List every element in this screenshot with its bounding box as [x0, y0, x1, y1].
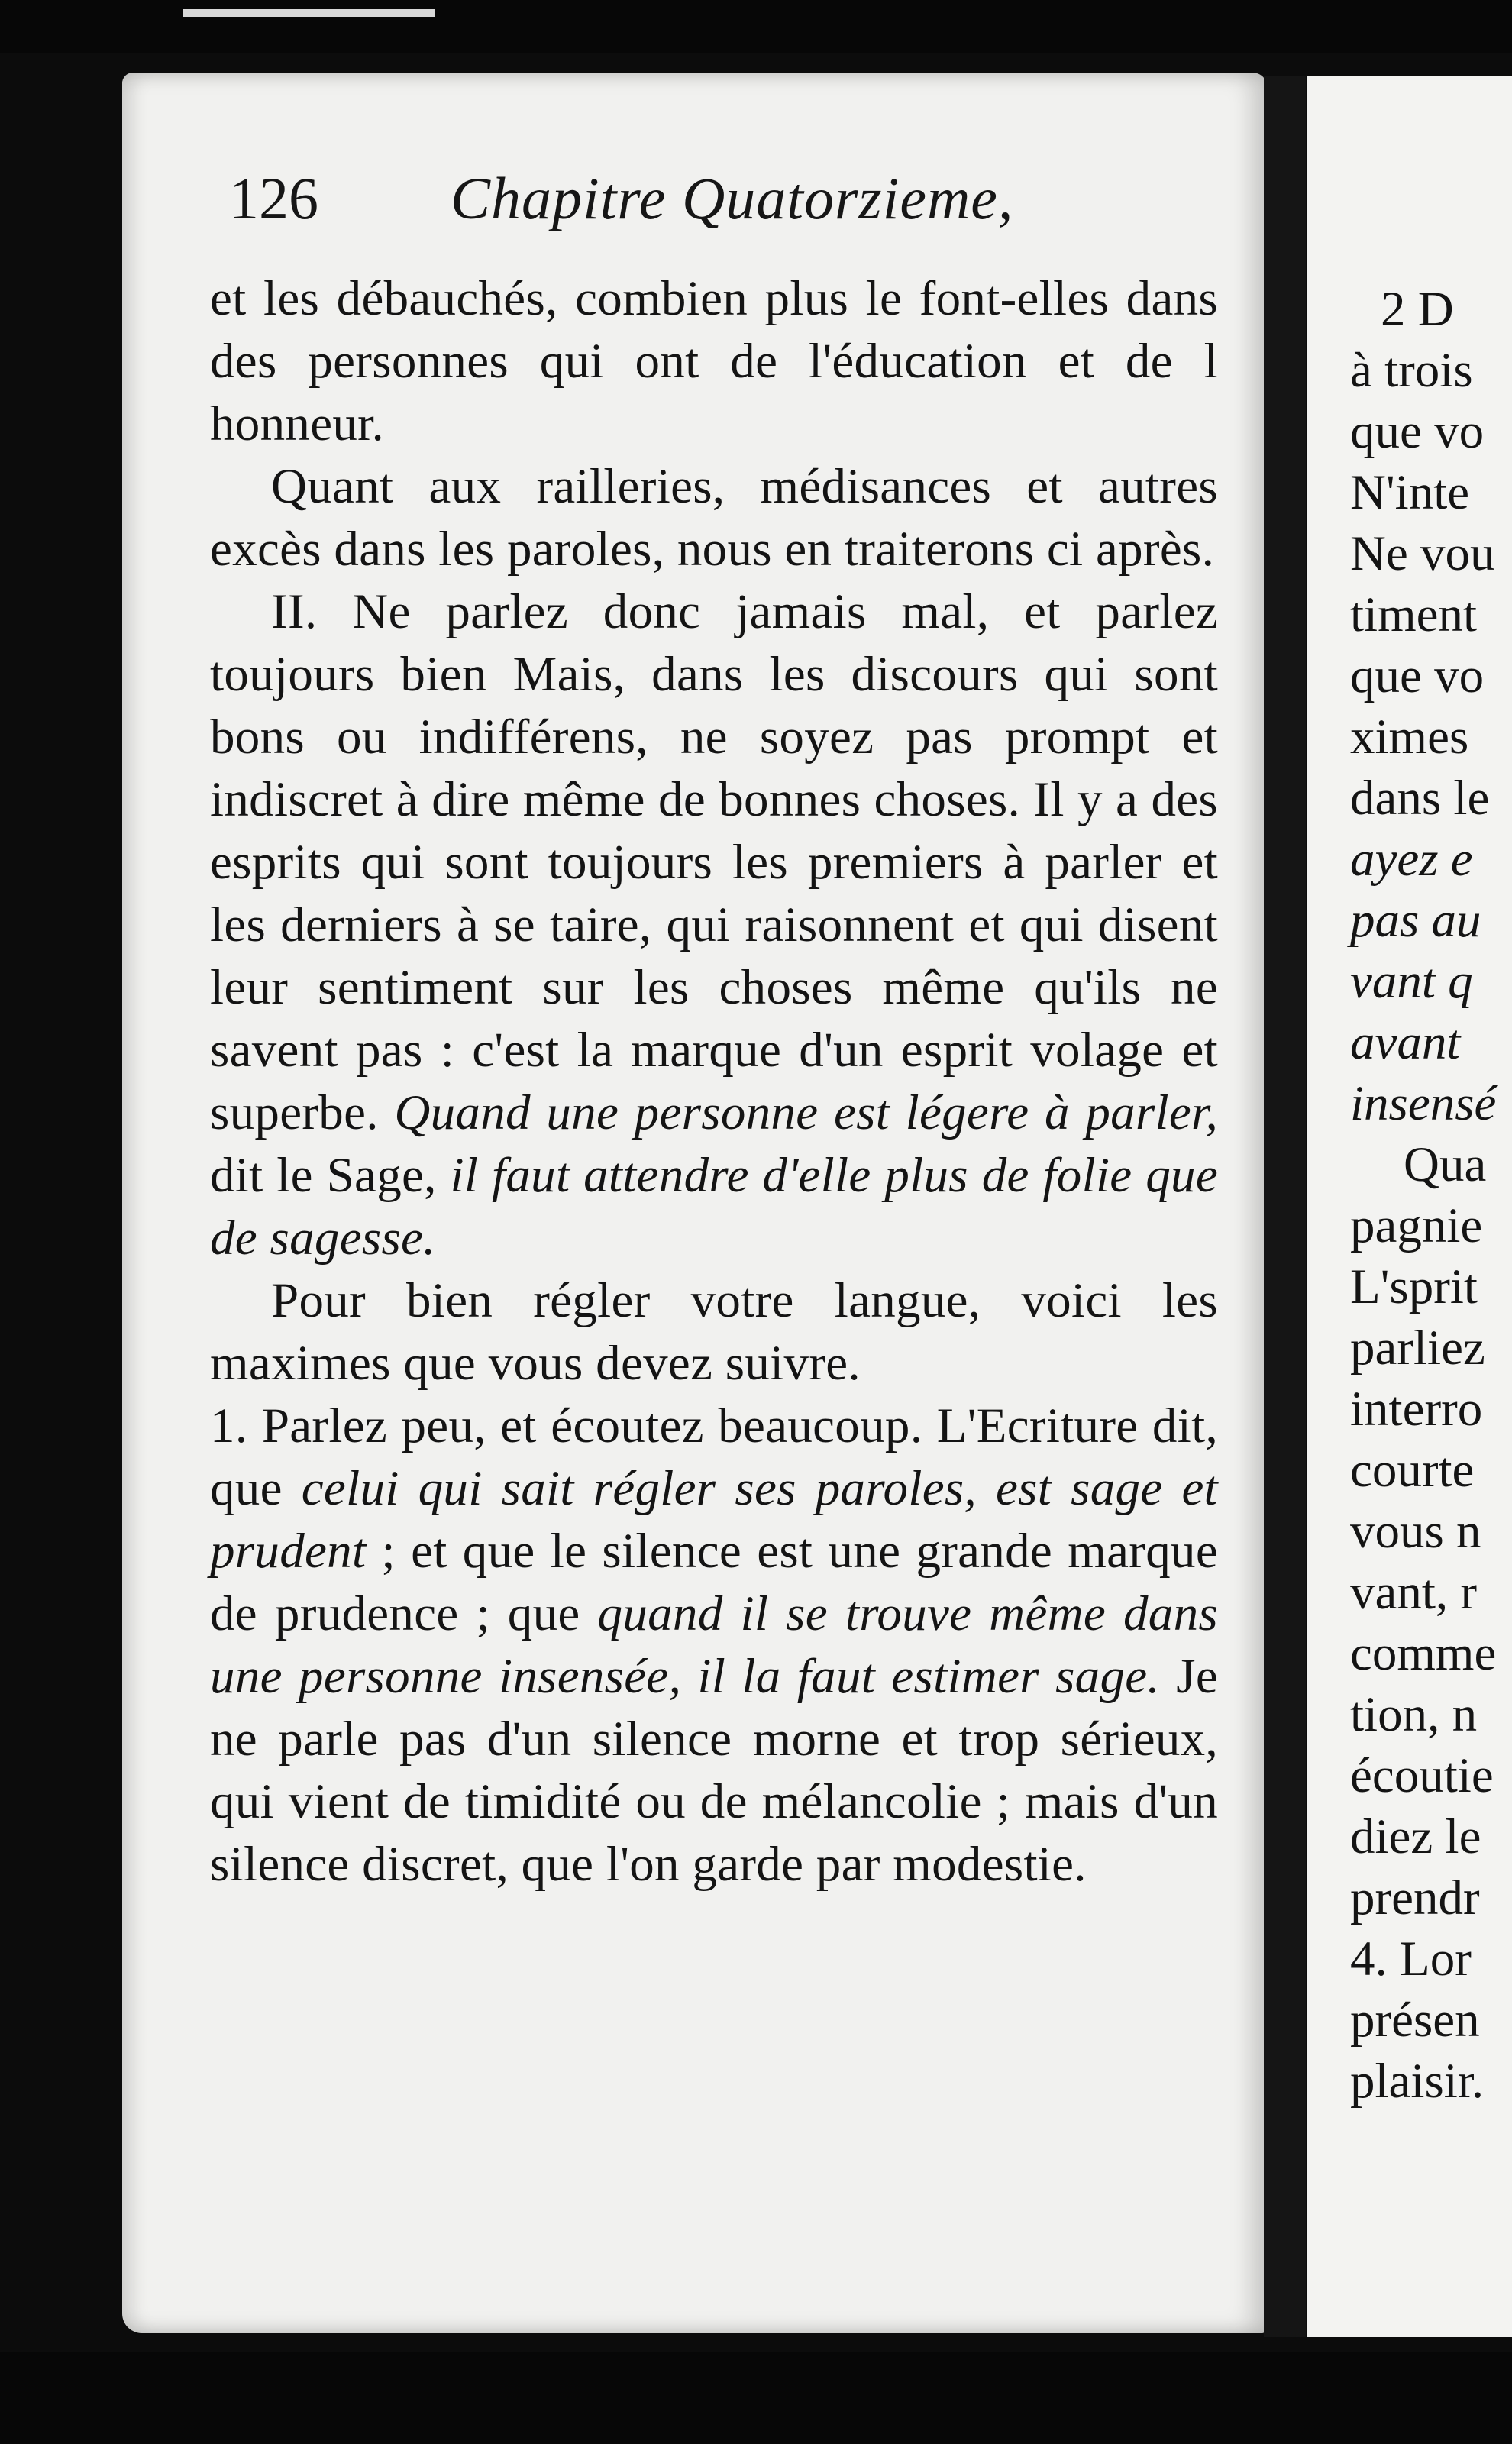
paragraph	[210, 1269, 1218, 1395]
left-page	[122, 73, 1268, 2333]
paragraph	[210, 1395, 1218, 1896]
right-page-line	[1350, 645, 1512, 706]
running-head: Chapitre Quatorzieme,	[451, 165, 1014, 231]
right-page-line	[1350, 1012, 1512, 1073]
right-page	[1307, 76, 1512, 2337]
line-text: dans le	[1350, 771, 1490, 826]
text-segment: II. Ne parlez donc jamais mal, et parlez toujours bien Mais, dans les discours qui sont bons ou indifférens, ne soyez pas prompt et indiscret à dire même de bonnes choses. Il y a des esprits qui sont toujours les premiers à parler et les derniers à se taire, qui raisonnent et qui disent leur sentiment sur les choses même qu'ils ne savent pas : c'est la marque d'un esprit volage et superbe.	[210, 584, 1218, 1140]
text-segment: 1. Parlez peu, et écoutez beaucoup. L'Ecriture dit, que	[210, 1398, 1218, 1516]
right-page-line	[1350, 1073, 1512, 1134]
right-page-line	[1350, 340, 1512, 401]
right-page-line	[1350, 890, 1512, 951]
text-segment: Pour bien régler votre langue, voici les maximes que vous devez suivre.	[210, 1273, 1218, 1391]
right-page-line	[1350, 1317, 1512, 1379]
line-text: timent	[1350, 587, 1478, 642]
text-segment: dit le Sage,	[210, 1148, 451, 1203]
line-text: présen	[1350, 1993, 1480, 2048]
right-page-line	[1350, 1195, 1512, 1256]
line-text: écoutie	[1350, 1748, 1494, 1803]
line-text: Ne vou	[1350, 526, 1495, 581]
right-page-text	[1350, 279, 1512, 2112]
line-text: vous n	[1350, 1504, 1481, 1559]
page-header	[229, 164, 1176, 248]
text-segment: Je ne parle pas d'un silence morne et trop sérieux, qui vient de timidité ou de mélancolie ; mais d'un silence discret, que l'on garde par modestie.	[210, 1649, 1219, 1892]
right-page-line	[1350, 951, 1512, 1012]
book-gutter	[1264, 76, 1306, 2337]
right-page-line	[1350, 279, 1512, 340]
right-page-line	[1350, 1256, 1512, 1317]
paragraph	[210, 455, 1218, 580]
right-page-line	[1350, 706, 1512, 768]
line-text: insensé	[1350, 1076, 1497, 1131]
right-page-line	[1350, 462, 1512, 523]
body-text	[210, 267, 1218, 1896]
line-text: tion, n	[1350, 1687, 1478, 1742]
right-page-line	[1350, 1623, 1512, 1684]
text-segment: et les débauchés, combien plus le font-elles dans des personnes qui ont de l'éducation et de l honneur.	[210, 271, 1218, 451]
line-text: prendr	[1350, 1870, 1480, 1925]
right-page-line	[1350, 1501, 1512, 1562]
right-page-line	[1350, 1684, 1512, 1745]
right-page-line	[1350, 401, 1512, 462]
line-text: diez le	[1350, 1809, 1481, 1864]
italic-segment: il faut attendre d'elle plus de folie que de sagesse.	[210, 1148, 1219, 1266]
film-border-top	[0, 0, 1512, 53]
right-page-line	[1350, 1440, 1512, 1501]
line-text: ximes	[1350, 710, 1469, 765]
line-text: ayez e	[1350, 832, 1473, 887]
right-page-line	[1350, 1562, 1512, 1623]
paragraph	[210, 267, 1218, 455]
right-page-line	[1350, 1134, 1512, 1195]
text-segment: Quant aux railleries, médisances et autres excès dans les paroles, nous en traiterons ci après.	[210, 459, 1218, 577]
film-mark	[183, 9, 435, 17]
page-number: 126	[229, 165, 318, 231]
line-text: pagnie	[1350, 1198, 1483, 1253]
line-text: Qua	[1404, 1137, 1487, 1192]
line-text: vant, r	[1350, 1565, 1478, 1620]
film-border-bottom	[0, 2352, 1512, 2444]
right-page-line	[1350, 523, 1512, 584]
right-page-line	[1350, 768, 1512, 829]
line-text: que vo	[1350, 404, 1485, 459]
line-text: pas au	[1350, 893, 1481, 948]
line-text: L'sprit	[1350, 1259, 1478, 1314]
paragraph	[210, 580, 1218, 1269]
line-text: N'inte	[1350, 465, 1470, 520]
line-text: à trois	[1350, 343, 1473, 398]
line-text: interro	[1350, 1382, 1483, 1437]
line-text: 4. Lor	[1350, 1932, 1472, 1987]
right-page-line	[1350, 1379, 1512, 1440]
italic-segment: Quand une personne est légere à parler,	[394, 1085, 1218, 1140]
text-segment: ; et que le silence est une grande marque de prudence ; que	[210, 1524, 1218, 1641]
right-page-line	[1350, 2051, 1512, 2112]
right-page-line	[1350, 1928, 1512, 1990]
italic-segment: quand il se trouve même dans une personne insensée, il la faut estimer sage.	[210, 1586, 1219, 1704]
right-page-line	[1350, 1806, 1512, 1867]
line-text: vant q	[1350, 954, 1473, 1009]
right-page-line	[1350, 1990, 1512, 2051]
line-text: avant	[1350, 1015, 1461, 1070]
line-text: 2 D	[1381, 282, 1454, 337]
line-text: comme	[1350, 1626, 1497, 1681]
right-page-line	[1350, 584, 1512, 645]
line-text: que vo	[1350, 648, 1485, 703]
line-text: plaisir.	[1350, 2054, 1485, 2109]
italic-segment: celui qui sait régler ses paroles, est sage et prudent	[210, 1461, 1218, 1579]
line-text: courte	[1350, 1443, 1475, 1498]
right-page-line	[1350, 1745, 1512, 1806]
line-text: parliez	[1350, 1321, 1485, 1376]
right-page-line	[1350, 829, 1512, 890]
right-page-line	[1350, 1867, 1512, 1928]
